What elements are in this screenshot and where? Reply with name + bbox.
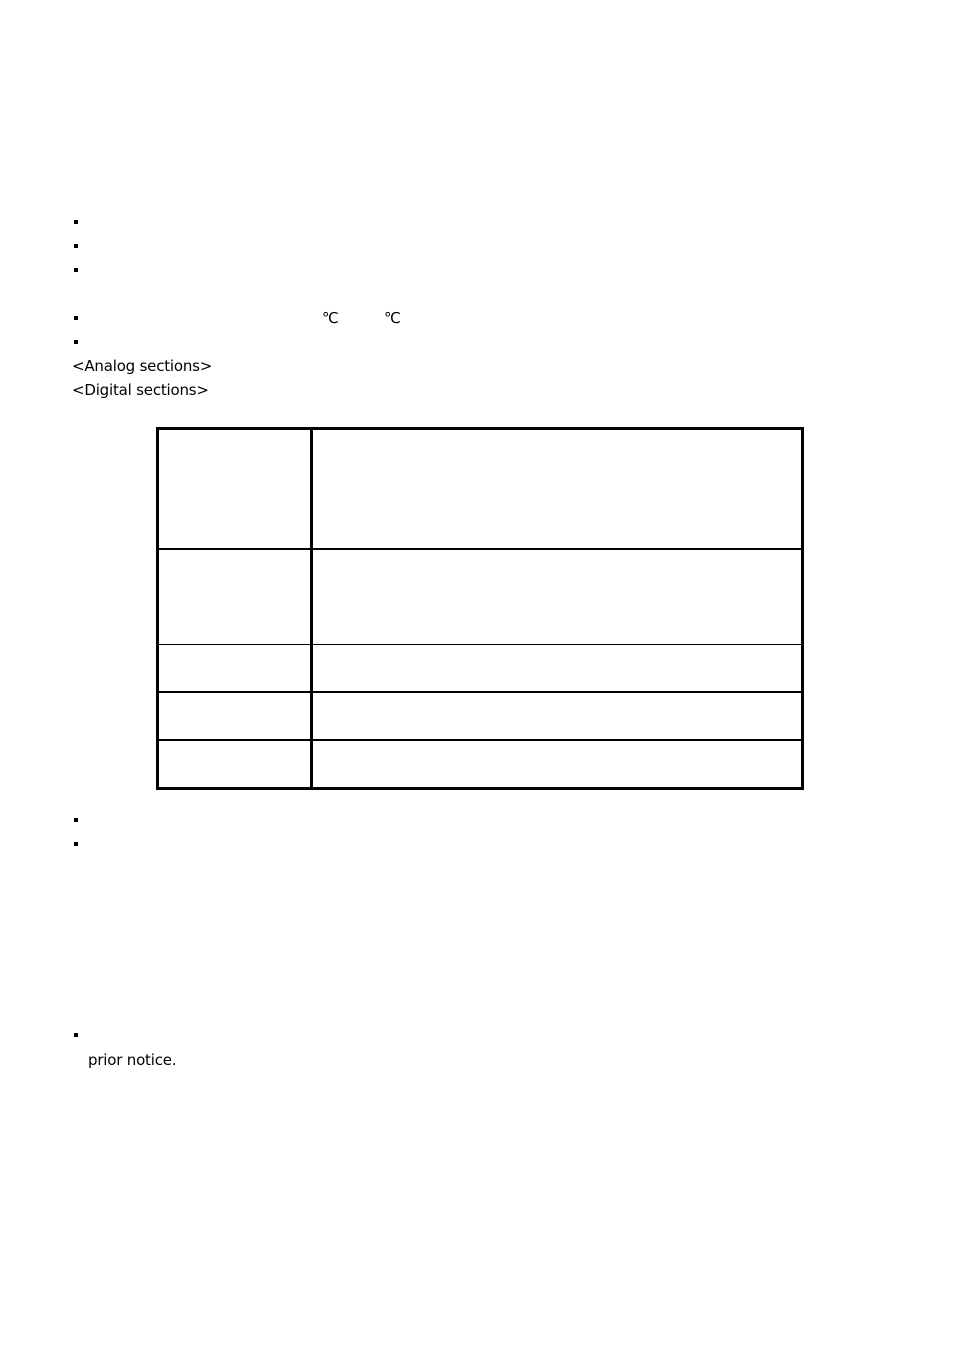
bullet-3 [74,268,78,272]
table-cell [312,692,803,740]
table-cell [158,740,312,789]
table-cell [312,549,803,645]
temperature-unit-min: ℃ [322,309,339,327]
bullet-8 [74,1033,78,1037]
table-row [158,740,803,789]
table-cell [312,429,803,550]
table-cell [158,645,312,693]
notice-text: prior notice. [88,1051,177,1069]
table-cell [158,549,312,645]
bullet-2 [74,244,78,248]
table-cell [158,429,312,550]
bullet-4 [74,316,78,320]
table-row [158,549,803,645]
bullet-1 [74,220,78,224]
table-row [158,692,803,740]
digital-sections-heading: <Digital sections> [72,381,209,399]
table-cell [312,645,803,693]
analog-sections-heading: <Analog sections> [72,357,213,375]
bullet-6 [74,818,78,822]
bullet-5 [74,340,78,344]
bullet-7 [74,842,78,846]
table-cell [158,692,312,740]
temperature-unit-max: ℃ [384,309,401,327]
table-cell [312,740,803,789]
table-row [158,429,803,550]
spec-table [156,427,804,790]
table-row [158,645,803,693]
